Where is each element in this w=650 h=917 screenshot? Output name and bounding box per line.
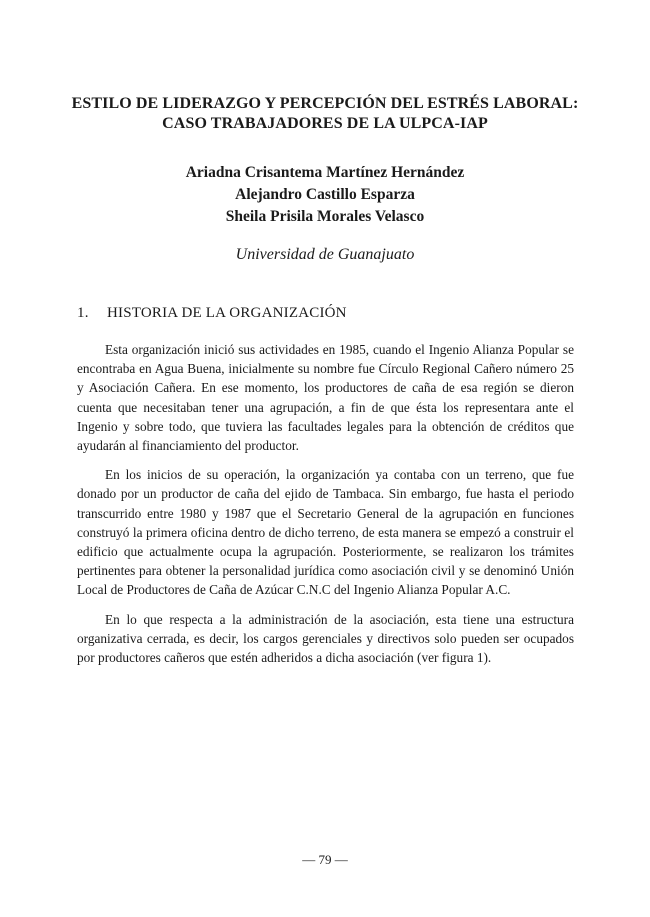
section-heading: [77, 303, 347, 323]
page-number: — 79 —: [302, 852, 348, 867]
section-number: 1.: [77, 305, 89, 321]
paragraph: En los inicios de su operación, la organización ya contaba con un terreno, que fue donado por un productor de caña del ejido de Tambaca. Sin embargo, fue hasta el periodo transcurrido entre 1980 y 1987 que el Secretario General de la agrupación en funciones construyó la primera oficina dentro de dicho terreno, de esta manera se empezó a construir el edificio que actualmente ocupa la agrupación. Posteriormente, se realizaron los trámites pertinentes para obtener la personalidad jurídica como asociación civil y se denominó Unión Local de Productores de Caña de Azúcar C.N.C del Ingenio Alianza Popular A.C.: [77, 467, 574, 598]
author-list: [40, 162, 610, 228]
paper-title: [40, 94, 610, 134]
author-name: Sheila Prisila Morales Velasco: [225, 208, 425, 225]
affiliation: Universidad de Guanajuato: [235, 246, 415, 263]
title-line-1: ESTILO DE LIDERAZGO Y PERCEPCIÓN DEL ESTRÉS LABORAL:: [71, 95, 579, 112]
section-title: HISTORIA DE LA ORGANIZACIÓN: [107, 305, 347, 321]
paragraph: Esta organización inició sus actividades en 1985, cuando el Ingenio Alianza Popular se encontraba en Agua Buena, inicialmente su nombre fue Círculo Regional Cañero número 25 y Asociación Cañera. En ese momento, los productores de caña de esa región se dieron cuenta que necesitaban tener una agrupación, a fin de que ésta los representara ante el Ingenio y sobre todo, que tuviera las facultades legales para la obtención de créditos que ayudarán al financiamiento del productor.: [77, 342, 574, 454]
title-line-2: CASO TRABAJADORES DE LA ULPCA-IAP: [162, 115, 488, 132]
author-name: Ariadna Crisantema Martínez Hernández: [185, 164, 465, 181]
paragraph: En lo que respecta a la administración de la asociación, esta tiene una estructura organizativa cerrada, es decir, los cargos gerenciales y directivos solo pueden ser ocupados por productores cañeros que estén adheridos a dicha asociación (ver figura 1).: [77, 611, 574, 666]
body-text: [77, 340, 574, 677]
author-name: Alejandro Castillo Esparza: [235, 186, 415, 203]
